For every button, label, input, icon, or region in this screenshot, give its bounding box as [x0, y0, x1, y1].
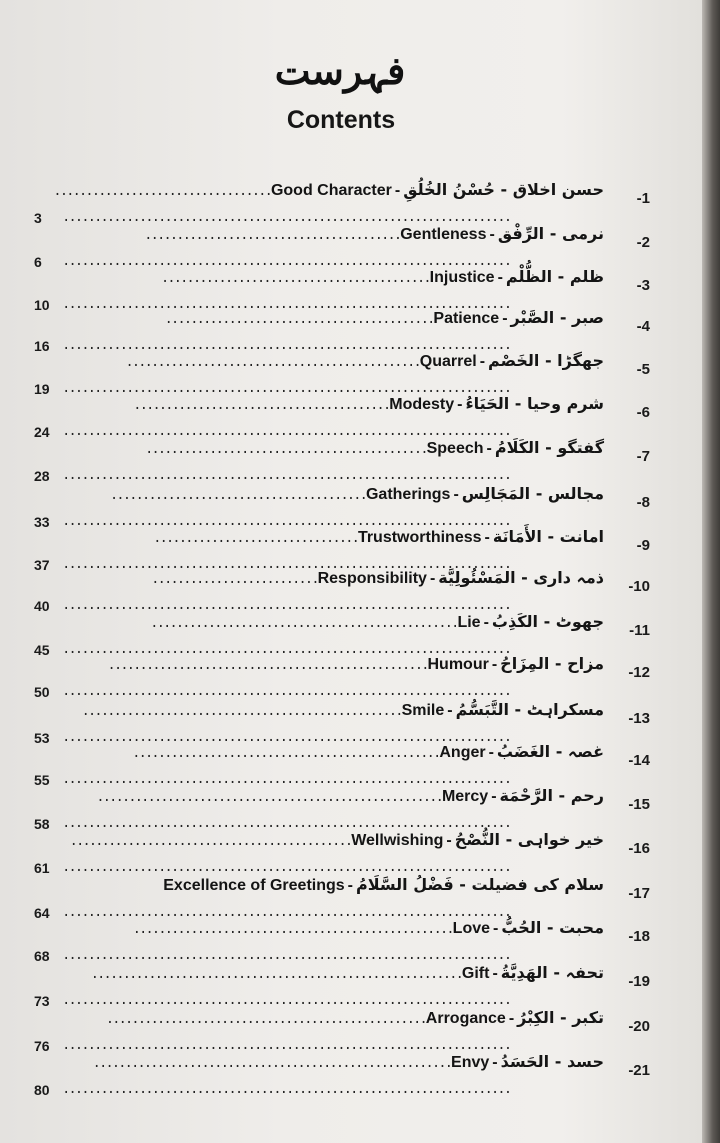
page-leader-dots: ...................................................................... [62, 642, 511, 658]
separator-dash: - [493, 920, 499, 937]
separator-dash: - [486, 440, 492, 457]
entry-number: -14 [628, 752, 650, 769]
entry-number: -4 [636, 318, 650, 335]
page-title: Contents [286, 106, 396, 134]
entry-urdu-title: جھگڑا - الخَصْم [488, 351, 604, 370]
entry-page-number: 28 [34, 468, 50, 484]
entry-urdu-title: حسد - الحَسَدُ [500, 1052, 604, 1071]
entry-title-line [106, 1008, 604, 1028]
entry-page-number: 19 [34, 381, 50, 397]
entry-english-title: Humour [427, 656, 489, 673]
entry-number: -21 [628, 1062, 650, 1079]
entry-english-title: Lie [457, 614, 481, 631]
entry-urdu-title: سلام کی فضیلت - فَضْلُ السَّلَامُ [355, 875, 604, 894]
entry-english-title: Anger [439, 744, 486, 761]
page-leader-dots: ...................................................................... [62, 816, 511, 832]
separator-dash: - [491, 656, 498, 673]
entry-number: -3 [636, 277, 650, 294]
entry-english-title: Patience [433, 310, 500, 327]
entry-title-line [91, 963, 604, 983]
leader-dots: ................................ [153, 531, 358, 547]
separator-dash: - [502, 310, 508, 327]
entry-number: -19 [628, 973, 650, 990]
entry-urdu-title: غصہ - الغَضَبُ [496, 742, 604, 761]
page-leader-dots: ...................................................................... [62, 514, 511, 530]
entry-english-title: Excellence of Greetings [163, 877, 345, 894]
leader-dots: ........................................................ [92, 1056, 452, 1072]
entry-urdu-title: ذمہ داری - المَسْئُولِیَّة [438, 568, 604, 587]
page-leader-dots: ...................................................................... [62, 905, 511, 921]
entry-number: -6 [636, 404, 650, 421]
entry-title-line [125, 351, 604, 371]
entry-title-line [133, 918, 604, 938]
leader-dots: ........................................ [144, 228, 401, 244]
entry-title-line [70, 830, 604, 850]
separator-dash: - [479, 353, 486, 370]
entry-title-line [82, 700, 605, 720]
entry-number: -15 [628, 796, 650, 813]
leader-dots: .......................................... [160, 271, 430, 287]
entry-urdu-title: مسکراہٹ - التَّبَسُّمُ [455, 700, 604, 719]
entry-number: -1 [636, 190, 650, 207]
separator-dash: - [483, 614, 489, 631]
entry-page-number: 61 [34, 860, 50, 876]
entry-page-number: 76 [34, 1038, 50, 1054]
entry-page-number: 40 [34, 598, 50, 614]
entry-title-line [133, 394, 604, 414]
entry-title-line [110, 484, 604, 504]
entry-page-number: 24 [34, 424, 50, 440]
entry-english-title: Gatherings [365, 486, 451, 503]
leader-dots: ...................................................... [96, 790, 442, 806]
page-leader-dots: ...................................................................... [62, 860, 511, 876]
entry-title-line [145, 438, 604, 458]
page-leader-dots: ...................................................................... [62, 297, 511, 313]
entry-page-number: 6 [34, 254, 42, 270]
entry-page-number: 53 [34, 730, 50, 746]
separator-dash: - [492, 965, 498, 982]
page-leader-dots: ...................................................................... [62, 424, 511, 440]
entry-number: -12 [628, 664, 650, 681]
separator-dash: - [508, 1010, 515, 1027]
entry-english-title: Quarrel [419, 353, 477, 370]
entry-title-line [153, 527, 604, 547]
entry-number: -2 [636, 234, 650, 251]
entry-page-number: 64 [34, 905, 50, 921]
entry-english-title: Modesty [389, 396, 455, 413]
entry-urdu-title: امانت - الأَمَانَة [492, 527, 604, 546]
leader-dots: ........................................ [133, 398, 390, 414]
entry-title-line [93, 1052, 604, 1072]
entry-urdu-title: محبت - الحُبُّ [501, 918, 604, 937]
entry-title-line [132, 742, 604, 762]
leader-dots: ................................................ [150, 616, 458, 632]
entry-english-title: Envy [451, 1054, 490, 1071]
entry-urdu-title: ظلم - الظُّلْم [505, 267, 604, 286]
separator-dash: - [394, 182, 401, 199]
separator-dash: - [457, 396, 463, 413]
entry-title-line [163, 875, 604, 895]
entry-number: -5 [636, 361, 650, 378]
leader-dots: .................................................. [81, 704, 402, 720]
toc-entry[interactable] [0, 1042, 702, 1102]
entry-english-title: Good Character [270, 182, 392, 199]
entry-urdu-title: صبر - الصَّبْر [510, 308, 604, 327]
leader-dots: .......................... [151, 572, 318, 588]
leader-dots: .................................................. [132, 922, 453, 938]
leader-dots: ........................................ [109, 488, 366, 504]
entry-urdu-title: مزاح - المِزَاحُ [500, 654, 604, 673]
leader-dots: .................................................. [107, 658, 428, 674]
entry-english-title: Mercy [441, 788, 489, 805]
entry-number: -10 [628, 578, 650, 595]
page-leader-dots: ...................................................................... [62, 468, 511, 484]
entry-urdu-title: شرم وحیا - الحَیَاءُ [465, 394, 604, 413]
page-leader-dots: ...................................................................... [62, 381, 511, 397]
entry-title-line [107, 654, 604, 674]
page-leader-dots: ...................................................................... [62, 948, 511, 964]
page-edge-shadow [702, 0, 720, 1143]
entry-number: -13 [628, 710, 650, 727]
entry-number: -16 [628, 840, 650, 857]
entry-title-line [144, 224, 604, 244]
leader-dots: ............................................ [144, 442, 427, 458]
page-leader-dots: ...................................................................... [62, 338, 511, 354]
page-leader-dots: ...................................................................... [62, 993, 511, 1009]
leader-dots: .............................................. [125, 355, 420, 371]
leader-dots: .................................................. [105, 1012, 426, 1028]
separator-dash: - [453, 486, 459, 503]
entry-title-line [96, 786, 604, 806]
leader-dots: .......................................................... [90, 967, 462, 983]
entry-number: -9 [636, 537, 650, 554]
entry-english-title: Gentleness [400, 226, 487, 243]
separator-dash: - [491, 788, 497, 805]
entry-english-title: Wellwishing [351, 832, 444, 849]
page-leader-dots: ...................................................................... [62, 557, 511, 573]
entry-page-number: 55 [34, 772, 50, 788]
entry-urdu-title: تکبر - الکِبْرُ [517, 1008, 604, 1027]
separator-dash: - [446, 832, 452, 849]
entry-urdu-title: گفتگو - الکَلَامُ [494, 438, 604, 457]
entry-number: -20 [628, 1018, 650, 1035]
entry-page-number: 73 [34, 993, 50, 1009]
entry-urdu-title: نرمی - الرِّفْق [497, 224, 604, 243]
entry-urdu-title: خیر خواہی - النُّصْحُ [454, 830, 604, 849]
page-leader-dots: ...................................................................... [62, 1082, 511, 1098]
page-leader-dots: ...................................................................... [62, 210, 511, 226]
leader-dots: ............................................ [69, 834, 352, 850]
entry-english-title: Injustice [429, 269, 495, 286]
separator-dash: - [489, 226, 495, 243]
page-leader-dots: ...................................................................... [62, 598, 511, 614]
entry-english-title: Gift [461, 965, 490, 982]
separator-dash: - [497, 269, 503, 286]
entry-urdu-title: جھوٹ - الکَذِبُ [491, 612, 604, 631]
entry-page-number: 45 [34, 642, 50, 658]
page-leader-dots: ...................................................................... [62, 684, 511, 700]
entry-urdu-title: رحم - الرَّحْمَة [499, 786, 604, 805]
entry-english-title: Love [452, 920, 491, 937]
entry-english-title: Speech [426, 440, 484, 457]
entry-page-number: 37 [34, 557, 50, 573]
entry-page-number: 68 [34, 948, 50, 964]
entry-page-number: 16 [34, 338, 50, 354]
entry-title-line [165, 308, 604, 328]
entry-urdu-title: تحفہ - الهَدِیَّةُ [500, 963, 604, 982]
entry-page-number: 33 [34, 514, 50, 530]
entry-number: -11 [629, 622, 650, 639]
entry-number: -7 [636, 448, 650, 465]
entry-title-line [161, 267, 604, 287]
contents-list [0, 160, 702, 1100]
leader-dots: ................................................ [132, 746, 440, 762]
entry-page-number: 10 [34, 297, 50, 313]
page-leader-dots: ...................................................................... [62, 1038, 511, 1054]
separator-dash: - [347, 877, 353, 894]
separator-dash: - [492, 1054, 498, 1071]
entry-english-title: Smile [401, 702, 445, 719]
separator-dash: - [447, 702, 453, 719]
entry-title-line [151, 568, 604, 588]
entry-urdu-title: حسن اخلاق - حُسْنُ الخُلُقِ [403, 180, 604, 199]
entry-urdu-title: مجالس - المَجَالِس [461, 484, 604, 503]
entry-english-title: Responsibility [317, 570, 427, 587]
entry-number: -17 [628, 885, 650, 902]
page-leader-dots: ...................................................................... [62, 254, 511, 270]
leader-dots: .................................. [53, 184, 271, 200]
entry-page-number: 80 [34, 1082, 50, 1098]
entry-page-number: 50 [34, 684, 50, 700]
entry-english-title: Trustworthiness [357, 529, 482, 546]
leader-dots: .......................................... [164, 312, 434, 328]
entry-number: -18 [628, 928, 650, 945]
page-leader-dots: ...................................................................... [62, 772, 511, 788]
entry-page-number: 58 [34, 816, 50, 832]
urdu-title: فہرست [274, 48, 406, 93]
entry-title-line [53, 180, 604, 200]
page-leader-dots: ...................................................................... [62, 730, 511, 746]
entry-english-title: Arrogance [425, 1010, 506, 1027]
entry-title-line [150, 612, 604, 632]
entry-number: -8 [636, 494, 650, 511]
entry-page-number: 3 [34, 210, 42, 226]
separator-dash: - [484, 529, 490, 546]
separator-dash: - [429, 570, 436, 587]
separator-dash: - [488, 744, 494, 761]
